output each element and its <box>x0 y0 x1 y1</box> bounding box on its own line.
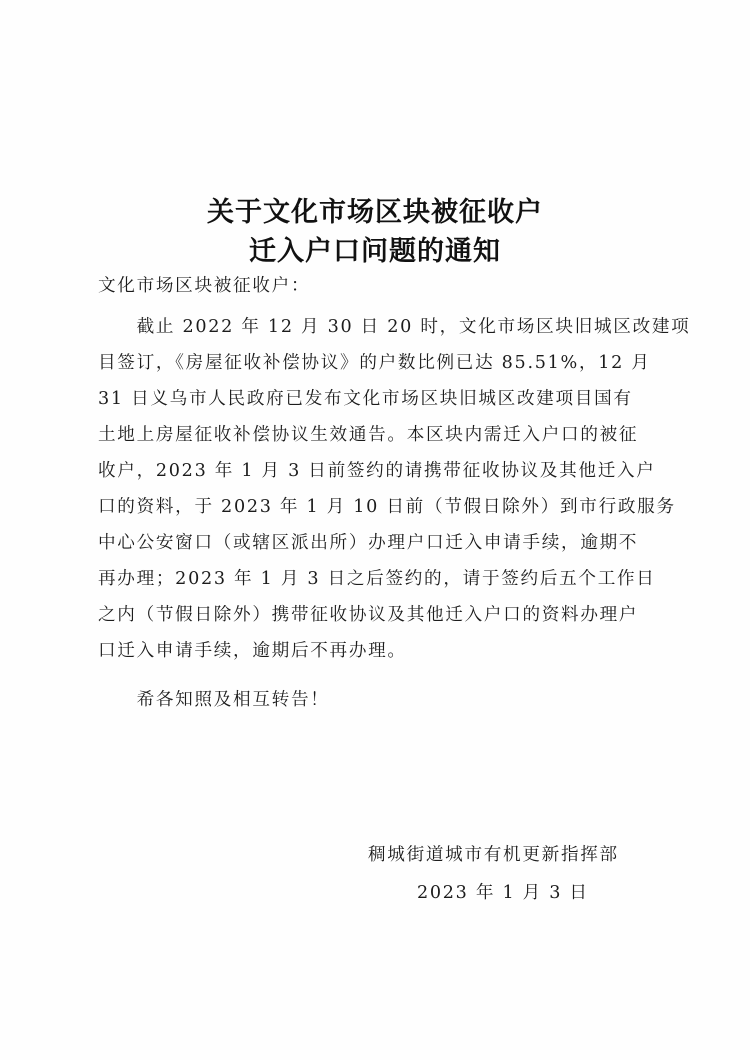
body-line: 中心公安窗口（或辖区派出所）办理户口迁入申请手续，逾期不 <box>98 533 639 553</box>
notice-title-line-1: 关于文化市场区块被征收户 <box>207 197 543 228</box>
body-line: 截止 2022 年 12 月 30 日 20 时，文化市场区块旧城区改建项 <box>98 317 691 337</box>
body-line: 再办理；2023 年 1 月 3 日之后签约的，请于签约后五个工作日 <box>98 569 656 589</box>
body-line: 收户，2023 年 1 月 3 日前签约的请携带征收协议及其他迁入户 <box>98 461 656 481</box>
closing-line: 希各知照及相互转告！ <box>98 690 330 710</box>
body-line: 之内（节假日除外）携带征收协议及其他迁入户口的资料办理户 <box>98 605 639 625</box>
issue-date: 2023 年 1 月 3 日 <box>417 883 589 903</box>
body-line: 口的资料，于 2023 年 1 月 10 日前（节假日除外）到市行政服务 <box>98 497 676 517</box>
body-line: 目签订，《房屋征收补偿协议》的户数比例已达 85.51%，12 月 <box>98 353 651 373</box>
body-line: 31 日义乌市人民政府已发布文化市场区块旧城区改建项目国有 <box>98 389 633 409</box>
salutation: 文化市场区块被征收户： <box>98 276 311 296</box>
issuer-name: 稠城街道城市有机更新指挥部 <box>368 845 619 865</box>
notice-title-line-2: 迁入户口问题的通知 <box>249 236 501 267</box>
body-line: 口迁入申请手续，逾期后不再办理。 <box>98 641 407 661</box>
body-line: 土地上房屋征收补偿协议生效通告。本区块内需迁入户口的被征 <box>98 425 639 445</box>
